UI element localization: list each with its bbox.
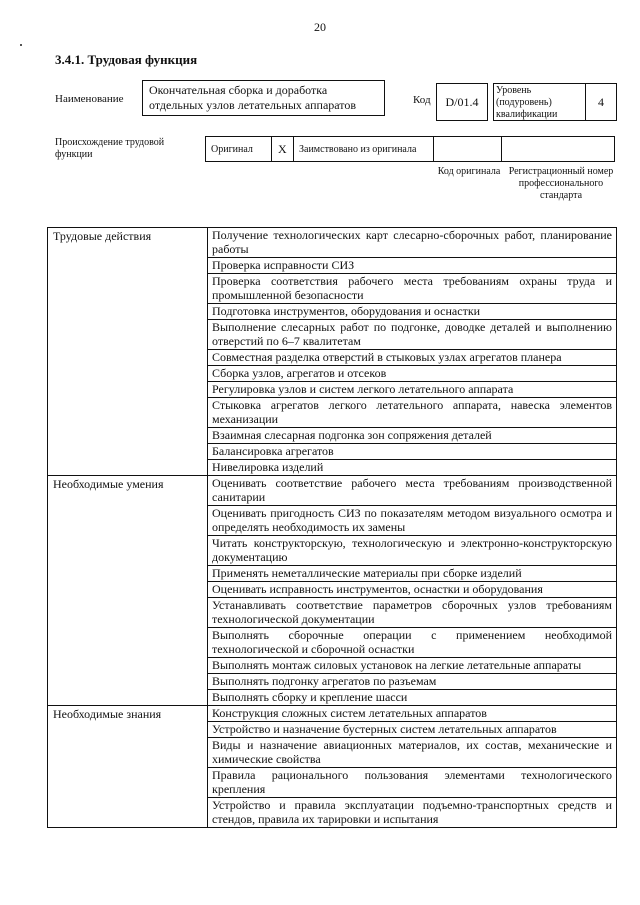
group-title: Трудовые действия [48,228,208,476]
group-items [208,706,617,828]
function-name-box: Окончательная сборка и доработка отдельных узлов летательных аппаратов [142,80,385,116]
registration-number-cell [502,137,614,161]
list-item: Сборка узлов, агрегатов и отсеков [208,366,616,382]
list-item: Выполнять подгонку агрегатов по разъемам [208,674,616,690]
original-mark: X [272,137,294,161]
function-table [47,227,617,828]
original-code-cell [434,137,502,161]
list-item: Проверка исправности СИЗ [208,258,616,274]
list-item: Взаимная слесарная подгонка зон сопряжения деталей [208,428,616,444]
table-row [48,228,617,476]
list-item: Применять неметаллические материалы при сборке изделий [208,566,616,582]
list-item: Проверка соответствия рабочего места требованиям охраны труда и промышленной безопасности [208,274,616,304]
level-value: 4 [585,84,616,120]
level-label [496,85,557,121]
list-item: Нивелировка изделий [212,460,324,474]
origin-label: Происхождение трудовой функции [55,137,165,160]
list-item: Балансировка агрегатов [208,444,616,460]
list-item: Устанавливать соответствие параметров сборочных узлов требованиям технологической документации [208,598,616,628]
registration-caption: Регистрационный номер профессионального стандарта [508,166,614,201]
list-item: Оценивать соответствие рабочего места требованиям производственной санитарии [208,476,616,506]
list-item: Выполнять сборку и крепление шасси [212,690,408,704]
list-item: Оценивать исправность инструментов, оснастки и оборудования [208,582,616,598]
level-label-line: (подуровень) [496,97,552,108]
page-number: 20 [314,20,326,34]
list-item: Выполнять сборочные операции с применением необходимой технологической и сборочной оснастки [208,628,616,658]
group-title: Необходимые знания [48,706,208,828]
table-row [48,706,617,828]
code-label: Код [413,94,431,106]
table-row [48,476,617,706]
level-label-line: Уровень [496,85,532,96]
group-items [208,476,617,706]
list-item: Получение технологических карт слесарно-сборочных работ, планирование работы [208,228,616,258]
group-items [208,228,617,476]
level-label-line: квалификации [496,109,558,120]
code-value-box: D/01.4 [436,83,488,121]
borrowed-label: Заимствовано из оригинала [294,137,434,161]
list-item: Регулировка узлов и систем легкого летательного аппарата [208,382,616,398]
list-item: Выполнять монтаж силовых установок на легкие летательные аппараты [208,658,616,674]
list-item: Конструкция сложных систем летательных аппаратов [208,706,616,722]
list-item: Выполнение слесарных работ по подгонке, доводке деталей и выполнению отверстий по 6–7 квалитетам [208,320,616,350]
section-title: 3.4.1. Трудовая функция [55,52,198,67]
scan-dot [20,44,22,46]
original-label: Оригинал [206,137,272,161]
list-item: Правила рационального пользования элементами технологического крепления [208,768,616,798]
name-label: Наименование [55,93,124,105]
list-item: Оценивать пригодность СИЗ по показателям методом визуального осмотра и определять необходимость их замены [208,506,616,536]
list-item: Подготовка инструментов, оборудования и оснастки [208,304,616,320]
origin-row [205,136,615,162]
qualification-level-box [493,83,617,121]
list-item: Читать конструкторскую, технологическую и электронно-конструкторскую документацию [208,536,616,566]
code-caption: Код оригинала [437,166,501,177]
group-title: Необходимые умения [48,476,208,706]
list-item: Устройство и правила эксплуатации подъемно-транспортных средств и стендов, правила их тарировки и испытания [212,798,612,826]
list-item: Совместная разделка отверстий в стыковых узлах агрегатов планера [208,350,616,366]
list-item: Стыковка агрегатов легкого летательного аппарата, навеска элементов механизации [208,398,616,428]
list-item: Виды и назначение авиационных материалов, их состав, механические и химические свойства [208,738,616,768]
list-item: Устройство и назначение бустерных систем летательных аппаратов [208,722,616,738]
